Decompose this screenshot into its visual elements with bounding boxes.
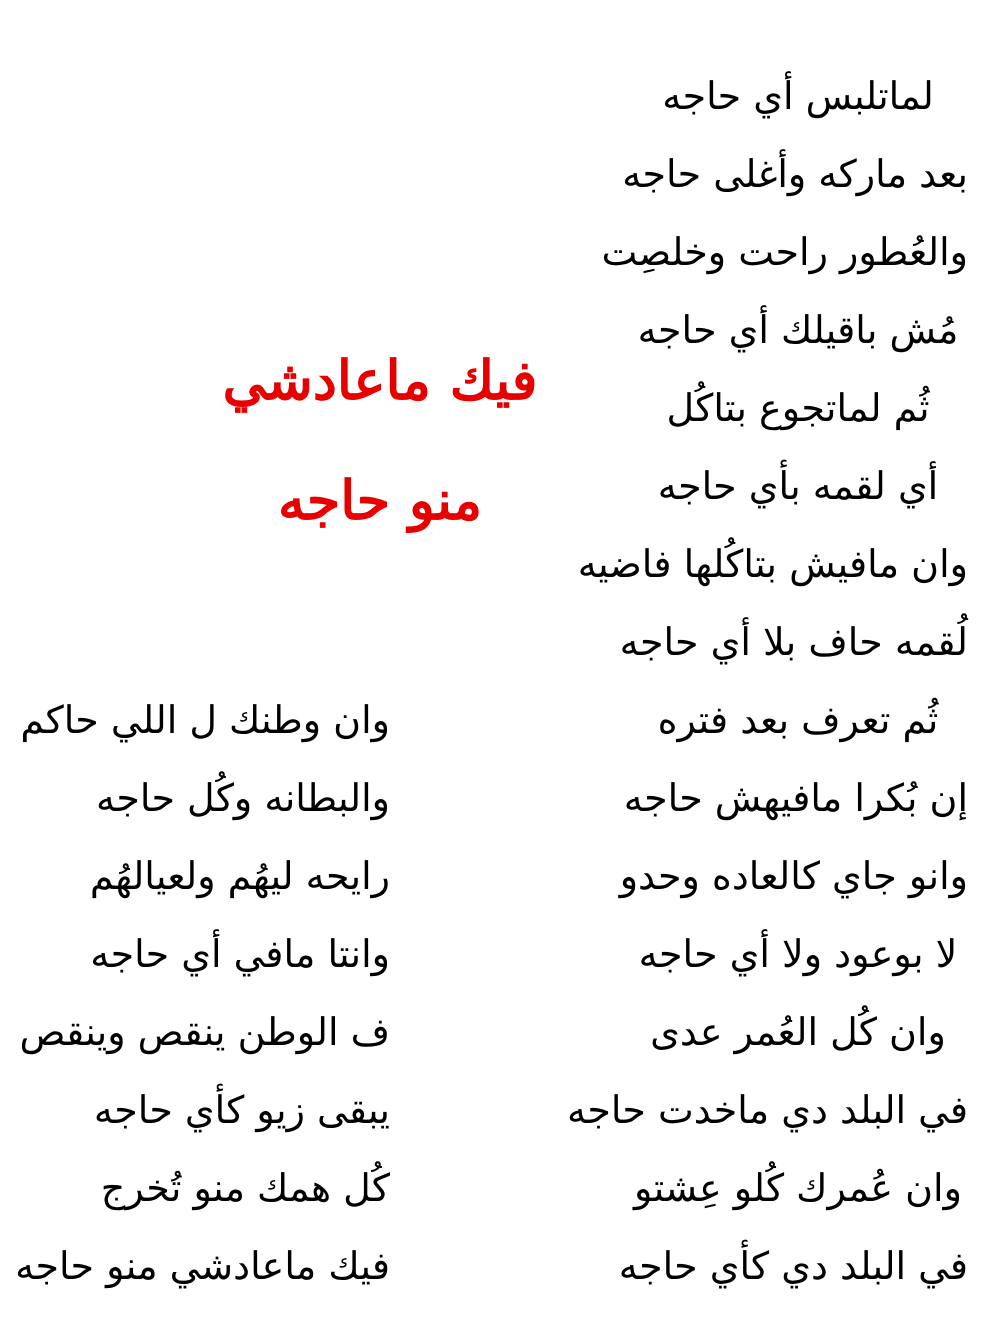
poem-line: لُقمه حاف بلا أي حاجه bbox=[619, 620, 968, 664]
poem-line: كُل همك منو تُخرج bbox=[100, 1166, 390, 1210]
poem-line: فيك ماعادشي منو حاجه bbox=[15, 1244, 390, 1288]
poem-right-column bbox=[566, 0, 1008, 1344]
poem-line: وانو جاي كالعاده وحدو bbox=[619, 854, 968, 898]
poem-line: رايحه ليهُم ولعيالهُم bbox=[89, 854, 390, 898]
poem-line: وان كُل العُمر عدى bbox=[650, 1010, 946, 1054]
poem-title-line-1: فيك ماعادشي bbox=[222, 348, 538, 412]
poem-line: لا بوعود ولا أي حاجه bbox=[638, 932, 958, 976]
poem-line: في البلد دي ماخدت حاجه bbox=[566, 1088, 968, 1132]
poem-line: والعُطور راحت وخلصِت bbox=[601, 230, 968, 274]
poem-line: وان وطنك ل اللي حاكم bbox=[20, 698, 390, 742]
poem-line: إن بُكرا مافيهش حاجه bbox=[623, 776, 968, 820]
poem-line: يبقى زيو كأي حاجه bbox=[93, 1088, 390, 1132]
poem-line: بعد ماركه وأغلى حاجه bbox=[622, 152, 968, 196]
poem-line: ثُم لماتجوع بتاكُل bbox=[666, 386, 930, 430]
poem-title-line-2: منو حاجه bbox=[277, 468, 483, 532]
poem-line: مُش باقيلك أي حاجه bbox=[637, 308, 959, 352]
poem-line: وان عُمرك كُلو عِشتو bbox=[634, 1166, 962, 1210]
poem-line: أي لقمه بأي حاجه bbox=[657, 464, 939, 508]
poem-line: ثُم تعرف بعد فتره bbox=[657, 698, 939, 742]
poem-line: والبطانه وكُل حاجه bbox=[96, 776, 390, 820]
poem-line: في البلد دي كأي حاجه bbox=[618, 1244, 968, 1288]
poem-line: لماتلبس أي حاجه bbox=[662, 74, 934, 118]
poem-left-column bbox=[0, 0, 420, 1344]
poem-line: وان مافيش بتاكُلها فاضيه bbox=[577, 542, 968, 586]
poem-line: ف الوطن ينقص وينقص bbox=[19, 1010, 390, 1054]
poem-line: وانتا مافي أي حاجه bbox=[90, 932, 390, 976]
